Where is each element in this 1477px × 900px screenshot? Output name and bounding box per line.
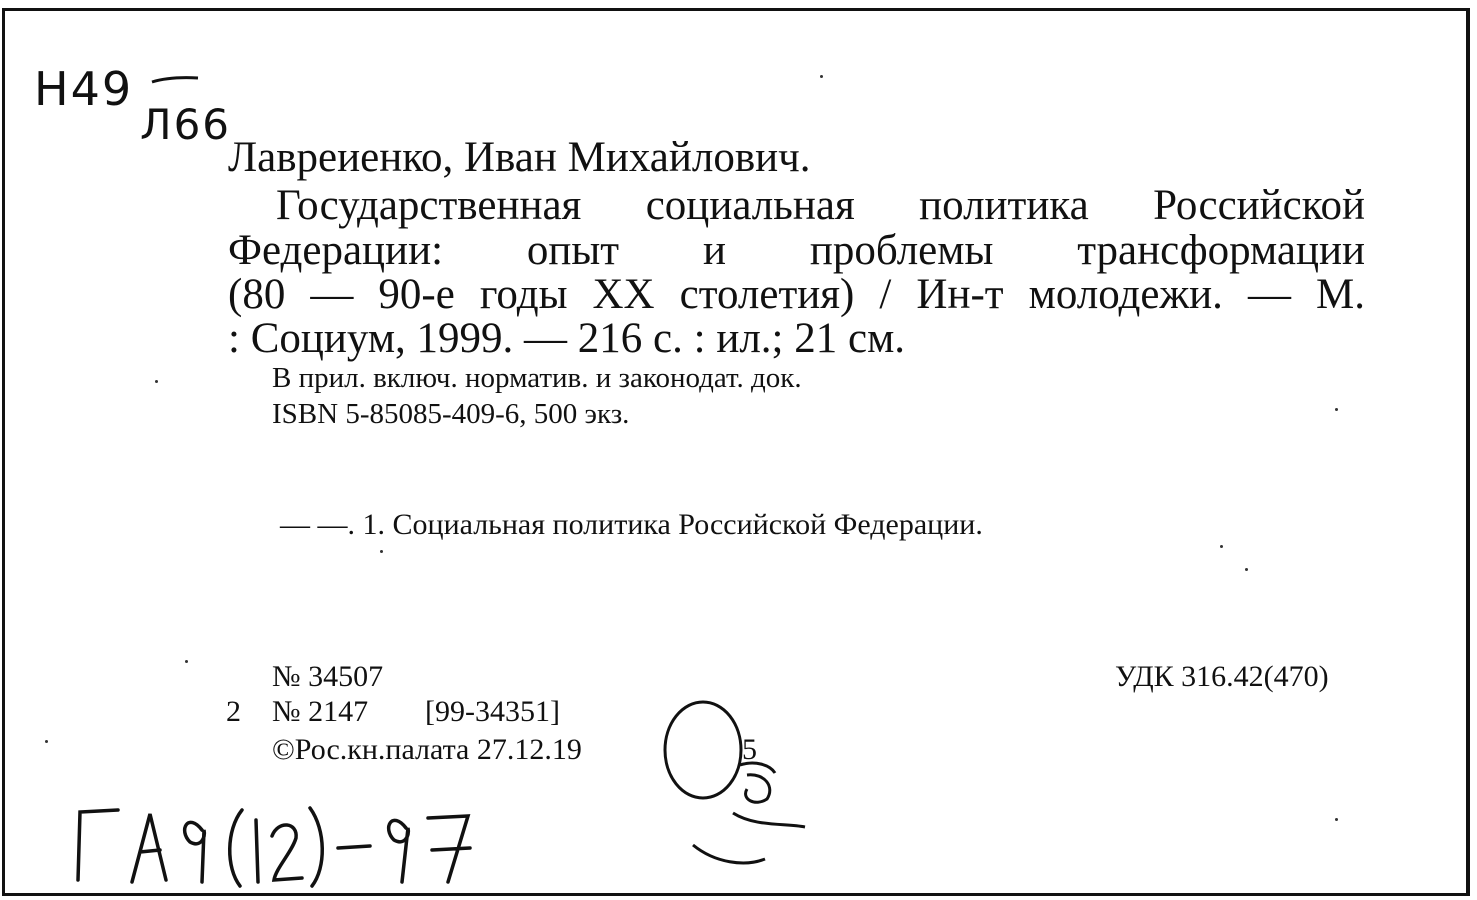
number-34507: № 34507 [272, 660, 384, 693]
number-2147: № 2147 [272, 695, 369, 728]
speck [1335, 408, 1338, 411]
speck [45, 740, 48, 743]
copyright-line: ©Рос.кн.палата 27.12.19 [272, 733, 582, 766]
author-heading: Лавреиенко, Иван Михайлович. [228, 134, 811, 181]
title-line-4: : Социум, 1999. — 216 с. : ил.; 21 см. [228, 315, 906, 362]
speck [1245, 568, 1248, 571]
title-line-3: (80 — 90-е годы XX столетия) / Ин-т молодежи. — М. [228, 271, 1365, 318]
contents-note: В прил. включ. норматив. и законодат. док. [272, 362, 802, 394]
handwritten-footer-code [70, 790, 490, 890]
title-line-1: Государственная социальная политика Российской [276, 182, 1365, 229]
subject-heading: — —. 1. Социальная политика Российской Федерации. [280, 508, 983, 541]
isbn-line: ISBN 5-85085-409-6, 500 экз. [272, 398, 630, 430]
speck [155, 380, 158, 383]
udc-code: УДК 316.42(470) [1115, 660, 1329, 693]
svg-text:ГА9(12)-97: ГА9(12)-97 [70, 790, 75, 791]
speck [380, 550, 383, 553]
copies-count: 2 [226, 695, 241, 728]
title-line-2: Федерации: опыт и проблемы трансформации [228, 227, 1365, 274]
handwritten-shelf-code-top: Н49 [34, 62, 134, 116]
handwritten-shelf-code-bottom: Л66 [140, 100, 232, 149]
bracket-code: [99-34351] [425, 695, 560, 728]
speck [820, 75, 823, 78]
handwritten-fraction-line [150, 70, 200, 90]
copyright-tail: 5 [742, 733, 757, 766]
stamp-mark [655, 695, 825, 885]
speck [185, 660, 188, 663]
speck [1335, 818, 1338, 821]
speck [1220, 545, 1223, 548]
